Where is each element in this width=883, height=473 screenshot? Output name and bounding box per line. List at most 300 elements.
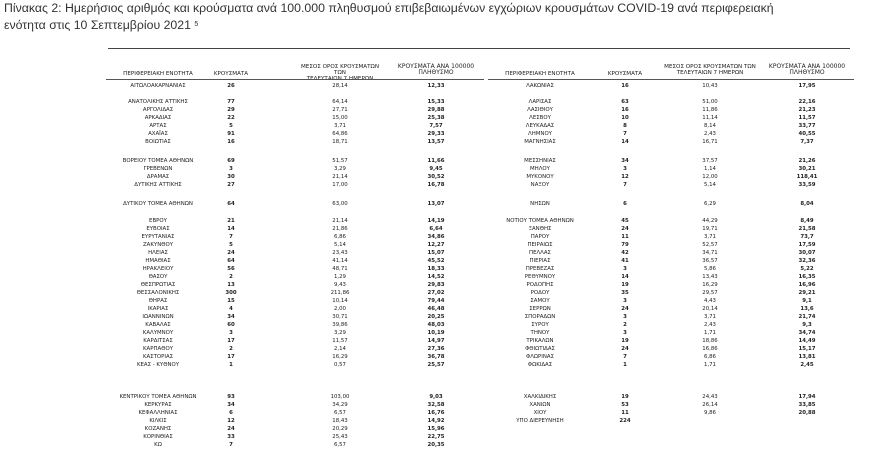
avg-value: 64,86 bbox=[332, 131, 348, 137]
unit-name: ΚΟΖΑΝΗΣ bbox=[144, 426, 172, 432]
rate-value: 14,49 bbox=[798, 338, 816, 344]
avg-value: 11,57 bbox=[332, 338, 348, 344]
rate-value: 46,48 bbox=[427, 306, 445, 312]
cases-value: 2 bbox=[623, 322, 627, 328]
rate-value: 20,25 bbox=[427, 314, 445, 320]
cases-value: 3 bbox=[623, 298, 627, 304]
rate-value: 32,36 bbox=[798, 258, 816, 264]
unit-name: ΧΑΝΙΩΝ bbox=[529, 402, 551, 408]
rate-value: 40,55 bbox=[798, 131, 816, 137]
avg-value: 3,71 bbox=[703, 234, 716, 240]
avg-value: 4,43 bbox=[703, 298, 716, 304]
avg-value: 16,29 bbox=[702, 282, 718, 288]
rate-value: 14,19 bbox=[427, 218, 445, 224]
rate-value: 29,83 bbox=[427, 282, 445, 288]
avg-value: 1,71 bbox=[703, 362, 716, 368]
cases-value: 30 bbox=[227, 174, 235, 180]
rate-value: 30,52 bbox=[427, 174, 445, 180]
avg-value: 28,14 bbox=[332, 83, 348, 89]
unit-name: ΛΑΣΙΘΙΟΥ bbox=[527, 107, 553, 113]
unit-name: ΡΟΔΟΠΗΣ bbox=[526, 282, 554, 288]
cases-value: 11 bbox=[621, 234, 629, 240]
cases-value: 91 bbox=[227, 131, 235, 137]
unit-name: ΤΗΝΟΥ bbox=[530, 330, 550, 336]
avg-value: 15,00 bbox=[332, 115, 348, 121]
avg-value: 25,43 bbox=[332, 434, 348, 440]
unit-name: ΕΥΡΥΤΑΝΙΑΣ bbox=[141, 234, 175, 240]
rate-value: 14,97 bbox=[427, 338, 445, 344]
cases-value: 17 bbox=[227, 354, 235, 360]
unit-name: ΔΥΤΙΚΗΣ ΑΤΤΙΚΗΣ bbox=[134, 182, 182, 188]
unit-name: ΛΑΡΙΣΑΣ bbox=[528, 99, 552, 105]
avg-value: 34,29 bbox=[332, 402, 348, 408]
avg-value: 36,57 bbox=[702, 258, 718, 264]
avg-value: 3,71 bbox=[703, 314, 716, 320]
right-table-row bbox=[0, 289, 883, 297]
cases-value: 42 bbox=[621, 250, 629, 256]
cases-value: 7 bbox=[623, 182, 627, 188]
cases-value: 13 bbox=[227, 282, 235, 288]
right-table-row bbox=[0, 106, 883, 114]
avg-value: 41,14 bbox=[332, 258, 348, 264]
rate-value: 12,27 bbox=[427, 242, 445, 248]
rate-value: 25,57 bbox=[427, 362, 445, 368]
cases-value: 3 bbox=[229, 166, 233, 172]
avg-value: 2,43 bbox=[703, 322, 716, 328]
cases-value: 19 bbox=[621, 394, 629, 400]
rate-value: 20,35 bbox=[427, 442, 445, 448]
avg-value: 39,86 bbox=[332, 322, 348, 328]
table-top-rule bbox=[108, 48, 850, 49]
rate-value: 118,41 bbox=[796, 174, 818, 180]
unit-name: ΕΥΒΟΙΑΣ bbox=[146, 226, 170, 232]
cases-value: 6 bbox=[623, 201, 627, 207]
rate-value: 16,35 bbox=[798, 274, 816, 280]
unit-name: ΛΕΣΒΟΥ bbox=[529, 115, 551, 121]
unit-name: ΥΠΟ ΔΙΕΡΕΥΝΗΣΗ bbox=[516, 418, 564, 424]
left-header-avg-line2: ΤΕΛΕΥΤΑΙΩΝ 7 ΗΜΕΡΩΝ bbox=[306, 76, 374, 82]
rate-value: 29,21 bbox=[798, 290, 816, 296]
unit-name: ΧΙΟΥ bbox=[533, 410, 547, 416]
rate-value: 2,45 bbox=[800, 362, 814, 368]
right-table-row bbox=[0, 401, 883, 409]
rate-value: 9,3 bbox=[802, 322, 812, 328]
cases-value: 93 bbox=[227, 394, 235, 400]
rate-value: 14,52 bbox=[427, 274, 445, 280]
unit-name: ΑΝΑΤΟΛΙΚΗΣ ΑΤΤΙΚΗΣ bbox=[128, 99, 188, 105]
unit-name: ΙΚΑΡΙΑΣ bbox=[147, 306, 169, 312]
avg-value: 1,71 bbox=[703, 330, 716, 336]
unit-name: ΜΕΣΣΗΝΙΑΣ bbox=[524, 158, 556, 164]
cases-value: 300 bbox=[225, 290, 237, 296]
avg-value: 17,00 bbox=[332, 182, 348, 188]
avg-value: 103,00 bbox=[330, 394, 350, 400]
unit-name: ΠΕΛΛΑΣ bbox=[529, 250, 551, 256]
rate-value: 15,96 bbox=[427, 426, 445, 432]
unit-name: ΘΕΣΣΑΛΟΝΙΚΗΣ bbox=[136, 290, 180, 296]
unit-name: ΜΑΓΝΗΣΙΑΣ bbox=[524, 139, 556, 145]
rate-value: 73,7 bbox=[800, 234, 814, 240]
avg-value: 27,71 bbox=[332, 107, 348, 113]
avg-value: 37,57 bbox=[702, 158, 718, 164]
unit-name: ΡΕΘΥΜΝΟΥ bbox=[524, 274, 556, 280]
unit-name: ΚΕΡΚΥΡΑΣ bbox=[144, 402, 172, 408]
unit-name: ΒΟΡΕΙΟΥ ΤΟΜΕΑ ΑΘΗΝΩΝ bbox=[122, 158, 194, 164]
left-header-cases: ΚΡΟΥΣΜΑΤΑ bbox=[213, 71, 249, 77]
avg-value: 1,14 bbox=[703, 166, 716, 172]
cases-value: 69 bbox=[227, 158, 235, 164]
unit-name: ΘΑΣΟΥ bbox=[148, 274, 168, 280]
cases-value: 24 bbox=[621, 306, 629, 312]
avg-value: 12,00 bbox=[702, 174, 718, 180]
unit-name: ΚΑΒΑΛΑΣ bbox=[145, 322, 171, 328]
avg-value: 1,29 bbox=[333, 274, 346, 280]
avg-value: 2,43 bbox=[703, 131, 716, 137]
rate-value: 9,03 bbox=[429, 394, 443, 400]
rate-value: 9,45 bbox=[429, 166, 443, 172]
cases-value: 24 bbox=[227, 426, 235, 432]
cases-value: 34 bbox=[227, 314, 235, 320]
cases-value: 24 bbox=[621, 346, 629, 352]
rate-value: 15,33 bbox=[427, 99, 445, 105]
rate-value: 11,57 bbox=[798, 115, 816, 121]
unit-name: ΣΑΜΟΥ bbox=[530, 298, 550, 304]
unit-name: ΒΟΙΩΤΙΑΣ bbox=[145, 139, 171, 145]
right-table-row bbox=[0, 165, 883, 173]
rate-value: 5,22 bbox=[800, 266, 814, 272]
rate-value: 11,66 bbox=[427, 158, 445, 164]
avg-value: 2,14 bbox=[333, 346, 346, 352]
right-table-row bbox=[0, 305, 883, 313]
left-header-rate bbox=[389, 64, 483, 76]
avg-value: 24,43 bbox=[702, 394, 718, 400]
unit-name: ΔΡΑΜΑΣ bbox=[146, 174, 170, 180]
left-header-unit: ΠΕΡΙΦΕΡΕΙΑΚΗ ΕΝΟΤΗΤΑ bbox=[123, 71, 193, 77]
rate-value: 20,88 bbox=[798, 410, 816, 416]
avg-value: 18,86 bbox=[702, 338, 718, 344]
right-table-row bbox=[0, 241, 883, 249]
cases-value: 21 bbox=[227, 218, 235, 224]
unit-name: ΧΑΛΚΙΔΙΚΗΣ bbox=[523, 394, 557, 400]
right-header-cases: ΚΡΟΥΣΜΑΤΑ bbox=[607, 71, 643, 77]
right-table-row bbox=[0, 337, 883, 345]
rate-value: 17,94 bbox=[798, 394, 816, 400]
right-table-row bbox=[0, 122, 883, 130]
avg-value: 21,14 bbox=[332, 174, 348, 180]
right-table-row bbox=[0, 130, 883, 138]
rate-value: 25,38 bbox=[427, 115, 445, 121]
left-header-avg-line1: ΜΕΣΟΣ ΟΡΟΣ ΚΡΟΥΣΜΑΤΩΝ ΤΩΝ bbox=[300, 64, 380, 76]
unit-name: ΞΑΝΘΗΣ bbox=[528, 226, 552, 232]
avg-value: 20,14 bbox=[702, 306, 718, 312]
cases-value: 4 bbox=[229, 306, 233, 312]
unit-name: ΠΕΙΡΑΙΩΣ bbox=[527, 242, 553, 248]
avg-value: 29,57 bbox=[702, 290, 718, 296]
cases-value: 24 bbox=[227, 250, 235, 256]
cases-value: 6 bbox=[229, 410, 233, 416]
unit-name: ΚΑΡΠΑΘΟΥ bbox=[143, 346, 173, 352]
cases-value: 1 bbox=[229, 362, 233, 368]
right-table-row bbox=[0, 313, 883, 321]
unit-name: ΦΩΚΙΔΑΣ bbox=[527, 362, 553, 368]
unit-name: ΑΡΚΑΔΙΑΣ bbox=[144, 115, 172, 121]
left-table-row bbox=[0, 425, 883, 433]
avg-value: 6,29 bbox=[703, 201, 716, 207]
unit-name: ΛΗΜΝΟΥ bbox=[528, 131, 552, 137]
rate-value: 9,1 bbox=[802, 298, 812, 304]
right-table-row bbox=[0, 114, 883, 122]
cases-value: 224 bbox=[619, 418, 631, 424]
unit-name: ΘΗΡΑΣ bbox=[148, 298, 168, 304]
cases-value: 34 bbox=[621, 158, 629, 164]
avg-value: 44,29 bbox=[702, 218, 718, 224]
unit-name: ΚΕΝΤΡΙΚΟΥ ΤΟΜΕΑ ΑΘΗΝΩΝ bbox=[119, 394, 197, 400]
right-table-row bbox=[0, 361, 883, 369]
avg-value: 11,86 bbox=[702, 107, 718, 113]
avg-value: 10,14 bbox=[332, 298, 348, 304]
unit-name: ΠΑΡΟΥ bbox=[530, 234, 550, 240]
right-header-unit: ΠΕΡΙΦΕΡΕΙΑΚΗ ΕΝΟΤΗΤΑ bbox=[505, 71, 575, 77]
unit-name: ΚΑΡΔΙΤΣΑΣ bbox=[143, 338, 173, 344]
cases-value: 33 bbox=[227, 434, 235, 440]
avg-value: 16,86 bbox=[702, 346, 718, 352]
right-table-row bbox=[0, 257, 883, 265]
cases-value: 16 bbox=[621, 83, 629, 89]
cases-value: 79 bbox=[621, 242, 629, 248]
avg-value: 19,71 bbox=[702, 226, 718, 232]
unit-name: ΚΕΦΑΛΛΗΝΙΑΣ bbox=[138, 410, 178, 416]
rate-value: 48,03 bbox=[427, 322, 445, 328]
unit-name: ΛΕΥΚΑΔΑΣ bbox=[525, 123, 555, 129]
cases-value: 12 bbox=[227, 418, 235, 424]
avg-value: 18,71 bbox=[332, 139, 348, 145]
cases-value: 53 bbox=[621, 402, 629, 408]
avg-value: 16,71 bbox=[702, 139, 718, 145]
rate-value: 14,92 bbox=[427, 418, 445, 424]
unit-name: ΜΗΛΟΥ bbox=[530, 166, 550, 172]
right-table-row bbox=[0, 181, 883, 189]
unit-name: ΚΑΛΥΜΝΟΥ bbox=[142, 330, 174, 336]
cases-value: 7 bbox=[229, 442, 233, 448]
cases-value: 14 bbox=[621, 274, 629, 280]
unit-name: ΔΥΤΙΚΟΥ ΤΟΜΕΑ ΑΘΗΝΩΝ bbox=[123, 201, 193, 207]
avg-value: 3,71 bbox=[333, 123, 346, 129]
rate-value: 27,02 bbox=[427, 290, 445, 296]
cases-value: 64 bbox=[227, 258, 235, 264]
avg-value: 16,29 bbox=[332, 354, 348, 360]
right-table-row bbox=[0, 321, 883, 329]
unit-name: ΑΧΑΪΑΣ bbox=[148, 131, 168, 137]
unit-name: ΓΡΕΒΕΝΩΝ bbox=[143, 166, 173, 172]
avg-value: 30,71 bbox=[332, 314, 348, 320]
avg-value: 9,43 bbox=[333, 282, 346, 288]
avg-value: 20,29 bbox=[332, 426, 348, 432]
rate-value: 22,75 bbox=[427, 434, 445, 440]
right-header-rate-line1: ΚΡΟΥΣΜΑΤΑ ΑΝΑ 100000 bbox=[768, 63, 846, 70]
cases-value: 35 bbox=[621, 290, 629, 296]
avg-value: 9,86 bbox=[703, 410, 716, 416]
rate-value: 15,17 bbox=[798, 346, 816, 352]
avg-value: 6,86 bbox=[333, 234, 346, 240]
right-header-rate-line2: ΠΛΗΘΥΣΜΟ bbox=[789, 69, 825, 76]
avg-value: 5,14 bbox=[703, 182, 716, 188]
rate-value: 8,04 bbox=[800, 201, 814, 207]
cases-value: 19 bbox=[621, 338, 629, 344]
right-table-row bbox=[0, 200, 883, 208]
rate-value: 33,85 bbox=[798, 402, 816, 408]
cases-value: 11 bbox=[621, 410, 629, 416]
cases-value: 64 bbox=[227, 201, 235, 207]
cases-value: 60 bbox=[227, 322, 235, 328]
avg-value: 6,86 bbox=[703, 354, 716, 360]
right-table-row bbox=[0, 409, 883, 417]
unit-name: ΗΛΕΙΑΣ bbox=[148, 250, 168, 256]
avg-value: 8,14 bbox=[703, 123, 716, 129]
rate-value: 32,58 bbox=[427, 402, 445, 408]
avg-value: 18,43 bbox=[332, 418, 348, 424]
unit-name: ΝΗΣΩΝ bbox=[530, 201, 550, 207]
cases-value: 3 bbox=[623, 314, 627, 320]
avg-value: 2,00 bbox=[333, 306, 346, 312]
avg-value: 34,71 bbox=[702, 250, 718, 256]
cases-value: 7 bbox=[623, 131, 627, 137]
right-header-avg-line1: ΜΕΣΟΣ ΟΡΟΣ ΚΡΟΥΣΜΑΤΩΝ ΤΩΝ bbox=[664, 64, 756, 70]
unit-name: ΗΜΑΘΙΑΣ bbox=[145, 258, 171, 264]
avg-value: 21,14 bbox=[332, 218, 348, 224]
left-header-rate-line1: ΚΡΟΥΣΜΑΤΑ ΑΝΑ 100000 bbox=[397, 63, 475, 70]
rate-value: 13,07 bbox=[427, 201, 445, 207]
caption-date: ενότητα στις 10 Σεπτεμβρίου 2021 bbox=[4, 18, 191, 32]
rate-value: 21,26 bbox=[798, 158, 816, 164]
cases-value: 14 bbox=[227, 226, 235, 232]
right-table-row bbox=[0, 157, 883, 165]
unit-name: ΣΠΟΡΑΔΩΝ bbox=[524, 314, 556, 320]
rate-value: 22,16 bbox=[798, 99, 816, 105]
right-table-row bbox=[0, 281, 883, 289]
right-header-avg-line2: ΤΕΛΕΥΤΑΙΩΝ 7 ΗΜΕΡΩΝ bbox=[676, 70, 744, 76]
avg-value: 51,00 bbox=[702, 99, 718, 105]
unit-name: ΝΑΞΟΥ bbox=[530, 182, 550, 188]
cases-value: 41 bbox=[621, 258, 629, 264]
cases-value: 7 bbox=[229, 234, 233, 240]
right-table-row bbox=[0, 345, 883, 353]
right-table-row bbox=[0, 225, 883, 233]
rate-value: 16,96 bbox=[798, 282, 816, 288]
cases-value: 34 bbox=[227, 402, 235, 408]
left-header-rule bbox=[106, 79, 484, 80]
unit-name: ΦΛΩΡΙΝΑΣ bbox=[525, 354, 555, 360]
cases-value: 63 bbox=[621, 99, 629, 105]
avg-value: 23,43 bbox=[332, 250, 348, 256]
avg-value: 5,14 bbox=[333, 242, 346, 248]
cases-value: 8 bbox=[623, 123, 627, 129]
unit-name: ΤΡΙΚΑΛΩΝ bbox=[526, 338, 554, 344]
unit-name: ΚΕΑΣ - ΚΥΘΝΟΥ bbox=[136, 362, 180, 368]
cases-value: 27 bbox=[227, 182, 235, 188]
unit-name: ΛΑΚΩΝΙΑΣ bbox=[526, 83, 554, 89]
rate-value: 21,58 bbox=[798, 226, 816, 232]
cases-value: 77 bbox=[227, 99, 235, 105]
unit-name: ΡΟΔΟΥ bbox=[530, 290, 550, 296]
right-table-row bbox=[0, 249, 883, 257]
caption-line-2 bbox=[4, 17, 882, 34]
rate-value: 8,49 bbox=[800, 218, 814, 224]
unit-name: ΠΡΕΒΕΖΑΣ bbox=[525, 266, 555, 272]
left-header-rate-line2: ΠΛΗΘΥΣΜΟ bbox=[418, 69, 454, 76]
rate-value: 30,21 bbox=[798, 166, 816, 172]
avg-value: 26,14 bbox=[702, 402, 718, 408]
avg-value: 51,57 bbox=[332, 158, 348, 164]
cases-value: 3 bbox=[229, 330, 233, 336]
cases-value: 2 bbox=[229, 346, 233, 352]
unit-name: ΣΥΡΟΥ bbox=[531, 322, 549, 328]
avg-value: 52,57 bbox=[702, 242, 718, 248]
rate-value: 29,33 bbox=[427, 131, 445, 137]
right-table-row bbox=[0, 173, 883, 181]
avg-value: 10,43 bbox=[702, 83, 718, 89]
right-table-row bbox=[0, 82, 883, 90]
unit-name: ΗΡΑΚΛΕΙΟΥ bbox=[142, 266, 174, 272]
left-table-row bbox=[0, 441, 883, 449]
rate-value: 10,19 bbox=[427, 330, 445, 336]
rate-value: 45,52 bbox=[427, 258, 445, 264]
avg-value: 0,57 bbox=[333, 362, 346, 368]
cases-value: 3 bbox=[623, 166, 627, 172]
rate-value: 18,33 bbox=[427, 266, 445, 272]
rate-value: 79,44 bbox=[427, 298, 445, 304]
rate-value: 36,78 bbox=[427, 354, 445, 360]
unit-name: ΙΩΑΝΝΙΝΩΝ bbox=[142, 314, 174, 320]
rate-value: 13,81 bbox=[798, 354, 816, 360]
rate-value: 12,33 bbox=[427, 83, 445, 89]
right-table-row bbox=[0, 297, 883, 305]
right-table-row bbox=[0, 98, 883, 106]
cases-value: 15 bbox=[227, 298, 235, 304]
avg-value: 3,29 bbox=[333, 166, 346, 172]
avg-value: 13,43 bbox=[702, 274, 718, 280]
cases-value: 7 bbox=[623, 354, 627, 360]
unit-name: ΘΕΣΠΡΩΤΙΑΣ bbox=[140, 282, 176, 288]
cases-value: 22 bbox=[227, 115, 235, 121]
rate-value: 33,77 bbox=[798, 123, 816, 129]
avg-value: 48,71 bbox=[332, 266, 348, 272]
right-table-row bbox=[0, 138, 883, 146]
cases-value: 3 bbox=[623, 330, 627, 336]
rate-value: 7,37 bbox=[800, 139, 814, 145]
right-header-rule bbox=[488, 79, 854, 80]
left-table-row bbox=[0, 433, 883, 441]
rate-value: 17,59 bbox=[798, 242, 816, 248]
rate-value: 34,86 bbox=[427, 234, 445, 240]
cases-value: 5 bbox=[229, 123, 233, 129]
avg-value: 3,29 bbox=[333, 330, 346, 336]
right-table-row bbox=[0, 217, 883, 225]
unit-name: ΚΩ bbox=[154, 442, 162, 448]
unit-name: ΚΑΣΤΟΡΙΑΣ bbox=[142, 354, 174, 360]
unit-name: ΣΕΡΡΩΝ bbox=[529, 306, 551, 312]
cases-value: 16 bbox=[227, 139, 235, 145]
right-table-row bbox=[0, 393, 883, 401]
avg-value: 6,57 bbox=[333, 410, 346, 416]
right-table-row bbox=[0, 417, 883, 425]
cases-value: 19 bbox=[621, 282, 629, 288]
unit-name: ΖΑΚΥΝΘΟΥ bbox=[142, 242, 174, 248]
unit-name: ΠΙΕΡΙΑΣ bbox=[529, 258, 551, 264]
unit-name: ΚΟΡΙΝΘΙΑΣ bbox=[143, 434, 173, 440]
cases-value: 14 bbox=[621, 139, 629, 145]
footnote-marker: 5 bbox=[194, 21, 199, 28]
cases-value: 45 bbox=[621, 218, 629, 224]
